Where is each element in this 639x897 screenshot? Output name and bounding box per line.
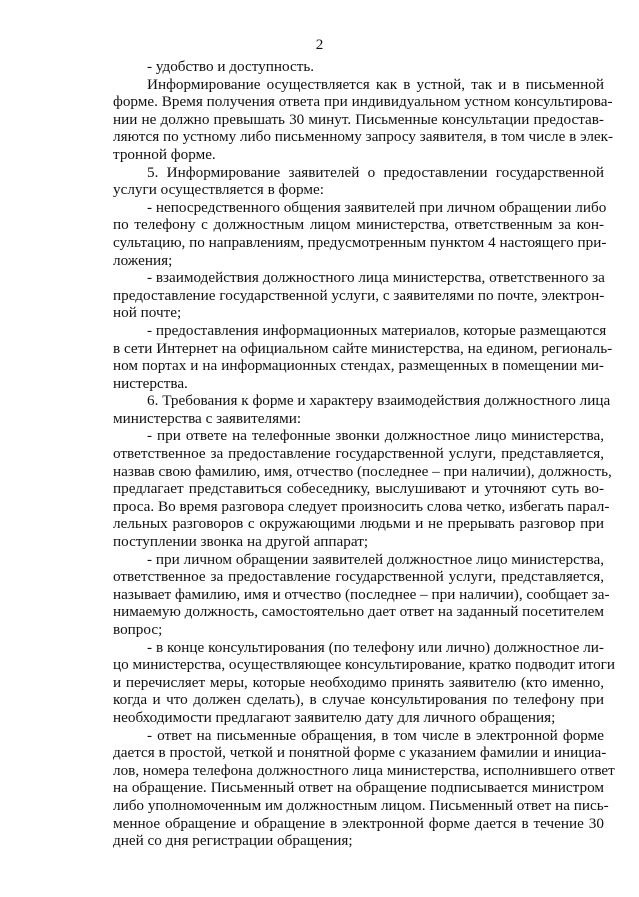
text-line: лов, номера телефона должностного лица министерства, исполнившего ответ (113, 761, 615, 779)
text-line: нии не должно превышать 30 минут. Письменные консультации предостав- (113, 110, 604, 128)
text-line: цо министерства, осуществляющее консультирование, кратко подводит итоги (113, 656, 616, 674)
text-line: сультацию, по направлениям, предусмотренным пунктом 4 настоящего при- (113, 233, 607, 251)
text-line: дается в простой, четкой и понятной форме с указанием фамилии и инициа- (113, 744, 607, 762)
text-line: - при личном обращении заявителей должностное лицо министерства, (147, 550, 604, 568)
text-line: вопрос; (113, 621, 163, 638)
text-line: лельных разговоров с окружающими людьми и не прерывать разговор при (113, 515, 604, 533)
text-line: ляются по устному либо письменному запросу заявителя, в том числе в элек- (113, 128, 614, 146)
text-line: проса. Во время разговора следует произносить слова четко, избегать парал- (113, 497, 610, 515)
text-line: ответственное за предоставление государственной услуги, представляется, (113, 445, 604, 463)
text-line: предлагает представиться собеседнику, выслушивают и уточняют суть во- (113, 480, 604, 498)
text-line: нистерства. (113, 374, 188, 392)
text-line: 6. Требования к форме и характеру взаимодействия должностного лица (147, 392, 611, 410)
text-line: 5. Информирование заявителей о предоставлении государственной (147, 163, 604, 181)
text-line: ной почте; (113, 304, 182, 322)
text-line: - ответ на письменные обращения, в том числе в электронной форме (147, 726, 604, 744)
text-line: когда и что должен сделать), в случае консультирования по телефону при (113, 691, 604, 709)
text-line: - при ответе на телефонные звонки должностное лицо министерства, (147, 427, 604, 445)
text-line: - предоставления информационных материалов, которые размещаются (147, 321, 607, 339)
text-line: министерства с заявителями: (113, 409, 302, 427)
text-line: назвав свою фамилию, имя, отчество (последнее – при наличии), должность, (113, 462, 612, 480)
text-line: - в конце консультирования (по телефону или лично) должностное ли- (147, 638, 604, 656)
text-line: необходимости предлагают заявителю дату для личного обращения; (113, 708, 556, 726)
text-line: форме. Время получения ответа при индивидуальном устном консультирова- (113, 93, 613, 111)
text-line: и перечисляет меры, которые необходимо принять заявителю (кто именно, (113, 673, 604, 691)
text-line: называет фамилию, имя и отчество (последнее – при наличии), сообщает за- (113, 585, 610, 603)
text-line: нимаемую должность, самостоятельно дает ответ на заданный посетителем (113, 603, 604, 621)
text-line: на обращение. Письменный ответ на обращение подписывается министром (113, 779, 604, 797)
text-line: - удобство и доступность. (147, 58, 315, 75)
page-number: 2 (315, 36, 324, 53)
text-line: ложения; (113, 251, 173, 269)
text-line: либо уполномоченным им должностным лицом. Письменный ответ на пись- (113, 796, 609, 814)
text-line: предоставление государственной услуги, с заявителями по почте, электрон- (113, 286, 605, 304)
text-line: ответственное за предоставление государственной услуги, представляется, (113, 568, 604, 586)
text-line: в сети Интернет на официальном сайте министерства, на едином, региональ- (113, 339, 613, 357)
text-line: услуги осуществляется в форме: (113, 181, 324, 199)
text-line: ном портах и на информационных стендах, размещенных в помещении ми- (113, 357, 604, 375)
text-line: менное обращение и обращение в электронной форме дается в течение 30 (113, 814, 604, 832)
text-line: тронной форме. (113, 145, 216, 163)
text-line: - непосредственного общения заявителей при личном обращении либо (147, 198, 607, 216)
text-line: - взаимодействия должностного лица министерства, ответственного за (147, 269, 605, 287)
text-line: поступлении звонка на другой аппарат; (113, 533, 369, 551)
text-line: Информирование осуществляется как в устной, так и в письменной (147, 75, 604, 93)
text-line: по телефону с должностным лицом министерства, ответственным за кон- (113, 216, 604, 234)
text-line: дней со дня регистрации обращения; (113, 832, 353, 850)
document-body (113, 58, 616, 850)
